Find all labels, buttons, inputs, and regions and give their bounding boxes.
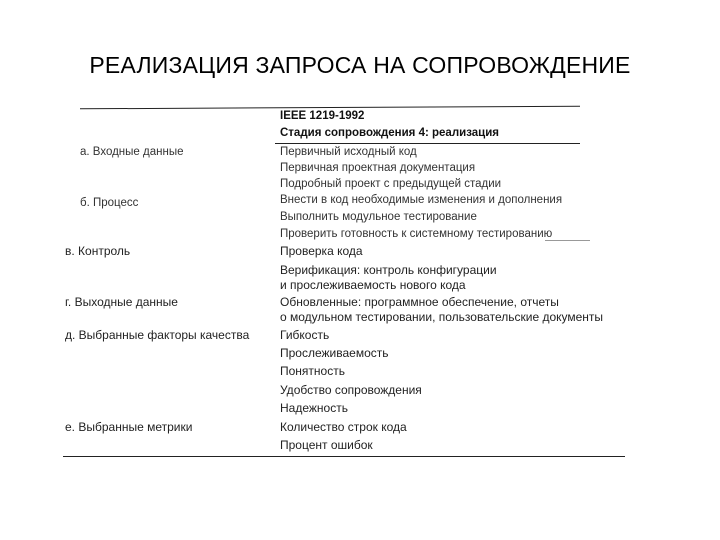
section-item: Понятность [280,364,345,378]
section-label: а. Входные данные [80,146,184,158]
section-item: Верификация: контроль конфигурации [280,263,497,277]
section-item: Выполнить модульное тестирование [280,211,477,223]
section-item: Подробный проект с предыдущей стадии [280,178,502,190]
section-item: Проверка кода [280,244,363,258]
section-label: г. Выходные данные [65,295,178,309]
section-item: Количество строк кода [280,420,407,434]
table-bottom-rule [63,456,625,457]
section-rule-fragment [545,240,590,241]
section-label: в. Контроль [65,244,131,258]
section-item: о модульном тестировании, пользовательские документы [280,310,604,324]
table-standard: IEEE 1219-1992 [280,110,365,122]
section-item: Процент ошибок [280,438,373,452]
section-item: Прослеживаемость [280,346,389,360]
slide-title: РЕАЛИЗАЦИЯ ЗАПРОСА НА СОПРОВОЖДЕНИЕ [89,52,631,78]
section-item: Надежность [280,401,348,415]
section-label: б. Процесс [80,197,139,209]
section-item: и прослеживаемость нового кода [280,278,466,292]
section-item: Внести в код необходимые изменения и дополнения [280,194,563,206]
section-item: Первичный исходный код [280,146,417,158]
section-item: Удобство сопровождения [280,383,422,397]
section-item: Проверить готовность к системному тестированию [280,228,553,240]
section-item: Первичная проектная документация [280,162,476,174]
header-rule [275,143,580,144]
table-top-rule [80,106,580,110]
table-stage-header: Стадия сопровождения 4: реализация [280,127,500,139]
section-item: Обновленные: программное обеспечение, отчеты [280,295,559,309]
section-item: Гибкость [280,328,330,342]
section-label: е. Выбранные метрики [65,420,193,434]
section-label: д. Выбранные факторы качества [65,328,250,342]
